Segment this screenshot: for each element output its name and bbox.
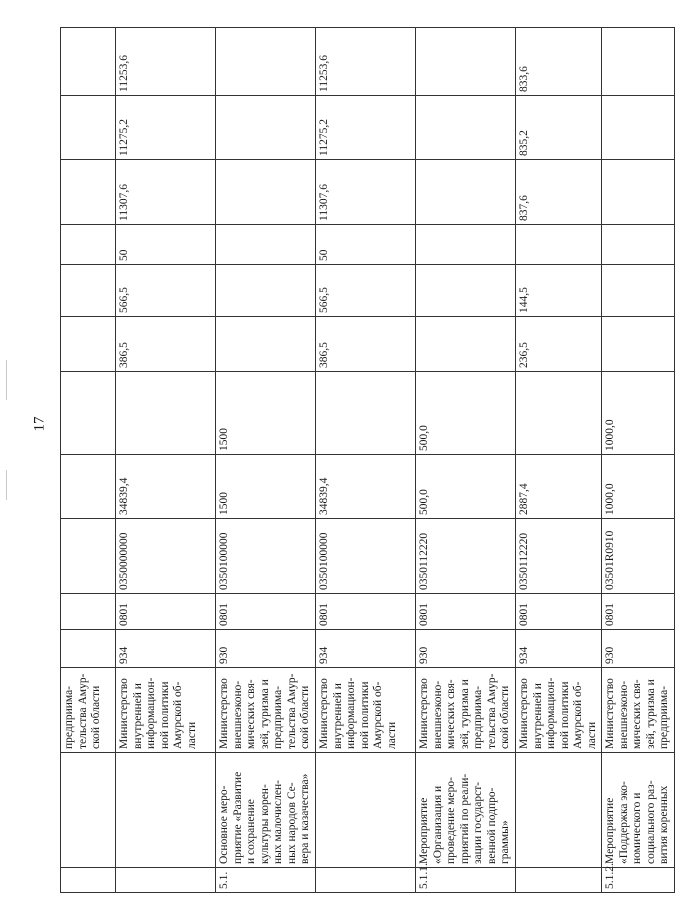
executor-cell: Министерство внешнеэконо- мических свя- зей, туризма и предприима- тельства Амур- ской области [416, 668, 516, 753]
year1-cell [61, 372, 116, 455]
section-cell: 0801 [216, 594, 316, 630]
target-article-cell: 03501R0910 [602, 519, 675, 594]
event-name-cell: Основное меро- приятие «Развитие и сохранение культуры корен- ных малочислен- ных народов Се- вера и казачества» [216, 753, 316, 868]
executor-cell: Министерство внешнеэконо- мических свя- зей, туризма и предприима- [602, 668, 675, 753]
year6-cell: 11275,2 [316, 96, 416, 160]
grbs-cell: 930 [602, 630, 675, 668]
year7-cell: 11253,6 [316, 28, 416, 96]
table-row [61, 28, 116, 893]
row-number-cell: 5.1.2. [602, 868, 675, 893]
table-row [116, 28, 216, 893]
document-table-area [60, 28, 670, 893]
year7-cell: 833,6 [516, 28, 602, 96]
year5-cell [216, 160, 316, 225]
section-cell: 0801 [116, 594, 216, 630]
year2-cell [416, 317, 516, 372]
year3-cell [416, 265, 516, 317]
table-row [316, 28, 416, 893]
year6-cell: 835,2 [516, 96, 602, 160]
year3-cell: 566,5 [116, 265, 216, 317]
scan-mark [6, 360, 7, 400]
year4-cell [516, 225, 602, 265]
year1-cell: 500,0 [416, 372, 516, 455]
row-number-cell [116, 868, 216, 893]
target-article-cell [61, 519, 116, 594]
year3-cell: 144,5 [516, 265, 602, 317]
year6-cell: 11275,2 [116, 96, 216, 160]
event-name-cell: Мероприятие «Поддержка эко- номического и социального раз- вития коренных [602, 753, 675, 868]
section-cell: 0801 [516, 594, 602, 630]
year6-cell [602, 96, 675, 160]
table-row [216, 28, 316, 893]
scan-mark [6, 470, 7, 500]
executor-cell: Министерство внутренней и информацион- ной политики Амурской об- ласти [316, 668, 416, 753]
year2-cell: 386,5 [116, 317, 216, 372]
event-name-cell: Мероприятие «Организация и проведение меро- приятий по реали- зации государст- венной подпро- граммы» [416, 753, 516, 868]
year5-cell: 837,6 [516, 160, 602, 225]
year1-cell: 1500 [216, 372, 316, 455]
year7-cell [216, 28, 316, 96]
target-article-cell: 0350000000 [116, 519, 216, 594]
total-cell: 34839,4 [116, 455, 216, 519]
year2-cell [61, 317, 116, 372]
row-number-cell: 5.1.1. [416, 868, 516, 893]
year6-cell [416, 96, 516, 160]
year5-cell [416, 160, 516, 225]
executor-cell: предприима- тельства Амур- ской области [61, 668, 116, 753]
table-row [516, 28, 602, 893]
total-cell: 1000,0 [602, 455, 675, 519]
executor-cell: Министерство внутренней и информацион- ной политики Амурской об- ласти [116, 668, 216, 753]
year5-cell: 11307,6 [316, 160, 416, 225]
total-cell: 500,0 [416, 455, 516, 519]
year4-cell [602, 225, 675, 265]
executor-cell: Министерство внешнеэконо- мических свя- зей, туризма и предприима- тельства Амур- ской области [216, 668, 316, 753]
year4-cell [416, 225, 516, 265]
page-number: 17 [31, 416, 48, 432]
total-cell: 34839,4 [316, 455, 416, 519]
year7-cell: 11253,6 [116, 28, 216, 96]
year7-cell [602, 28, 675, 96]
section-cell [61, 594, 116, 630]
year3-cell [216, 265, 316, 317]
grbs-cell: 930 [216, 630, 316, 668]
row-number-cell [316, 868, 416, 893]
row-number-cell [61, 868, 116, 893]
grbs-cell: 934 [316, 630, 416, 668]
rotated-table-container [60, 28, 670, 893]
total-cell [61, 455, 116, 519]
year1-cell [516, 372, 602, 455]
year3-cell [61, 265, 116, 317]
grbs-cell: 930 [416, 630, 516, 668]
year3-cell: 566,5 [316, 265, 416, 317]
event-name-cell [116, 753, 216, 868]
event-name-cell [61, 753, 116, 868]
year4-cell: 50 [116, 225, 216, 265]
section-cell: 0801 [416, 594, 516, 630]
year5-cell: 11307,6 [116, 160, 216, 225]
grbs-cell: 934 [516, 630, 602, 668]
section-cell: 0801 [316, 594, 416, 630]
target-article-cell: 0350100000 [316, 519, 416, 594]
table-row [416, 28, 516, 893]
year7-cell [61, 28, 116, 96]
year4-cell [61, 225, 116, 265]
year3-cell [602, 265, 675, 317]
row-number-cell [516, 868, 602, 893]
target-article-cell: 0350112220 [516, 519, 602, 594]
event-name-cell [516, 753, 602, 868]
event-name-cell [316, 753, 416, 868]
program-financing-table [60, 27, 675, 893]
year1-cell: 1000,0 [602, 372, 675, 455]
year7-cell [416, 28, 516, 96]
year5-cell [602, 160, 675, 225]
year4-cell [216, 225, 316, 265]
section-cell: 0801 [602, 594, 675, 630]
year5-cell [61, 160, 116, 225]
year2-cell [602, 317, 675, 372]
target-article-cell: 0350112220 [416, 519, 516, 594]
total-cell: 2887,4 [516, 455, 602, 519]
year6-cell [216, 96, 316, 160]
year1-cell [116, 372, 216, 455]
year2-cell: 386,5 [316, 317, 416, 372]
target-article-cell: 0350100000 [216, 519, 316, 594]
table-row [602, 28, 675, 893]
total-cell: 1500 [216, 455, 316, 519]
row-number-cell: 5.1. [216, 868, 316, 893]
year2-cell: 236,5 [516, 317, 602, 372]
grbs-cell [61, 630, 116, 668]
year2-cell [216, 317, 316, 372]
year6-cell [61, 96, 116, 160]
grbs-cell: 934 [116, 630, 216, 668]
executor-cell: Министерство внутренней и информацион- ной политики Амурской об- ласти [516, 668, 602, 753]
year4-cell: 50 [316, 225, 416, 265]
year1-cell [316, 372, 416, 455]
